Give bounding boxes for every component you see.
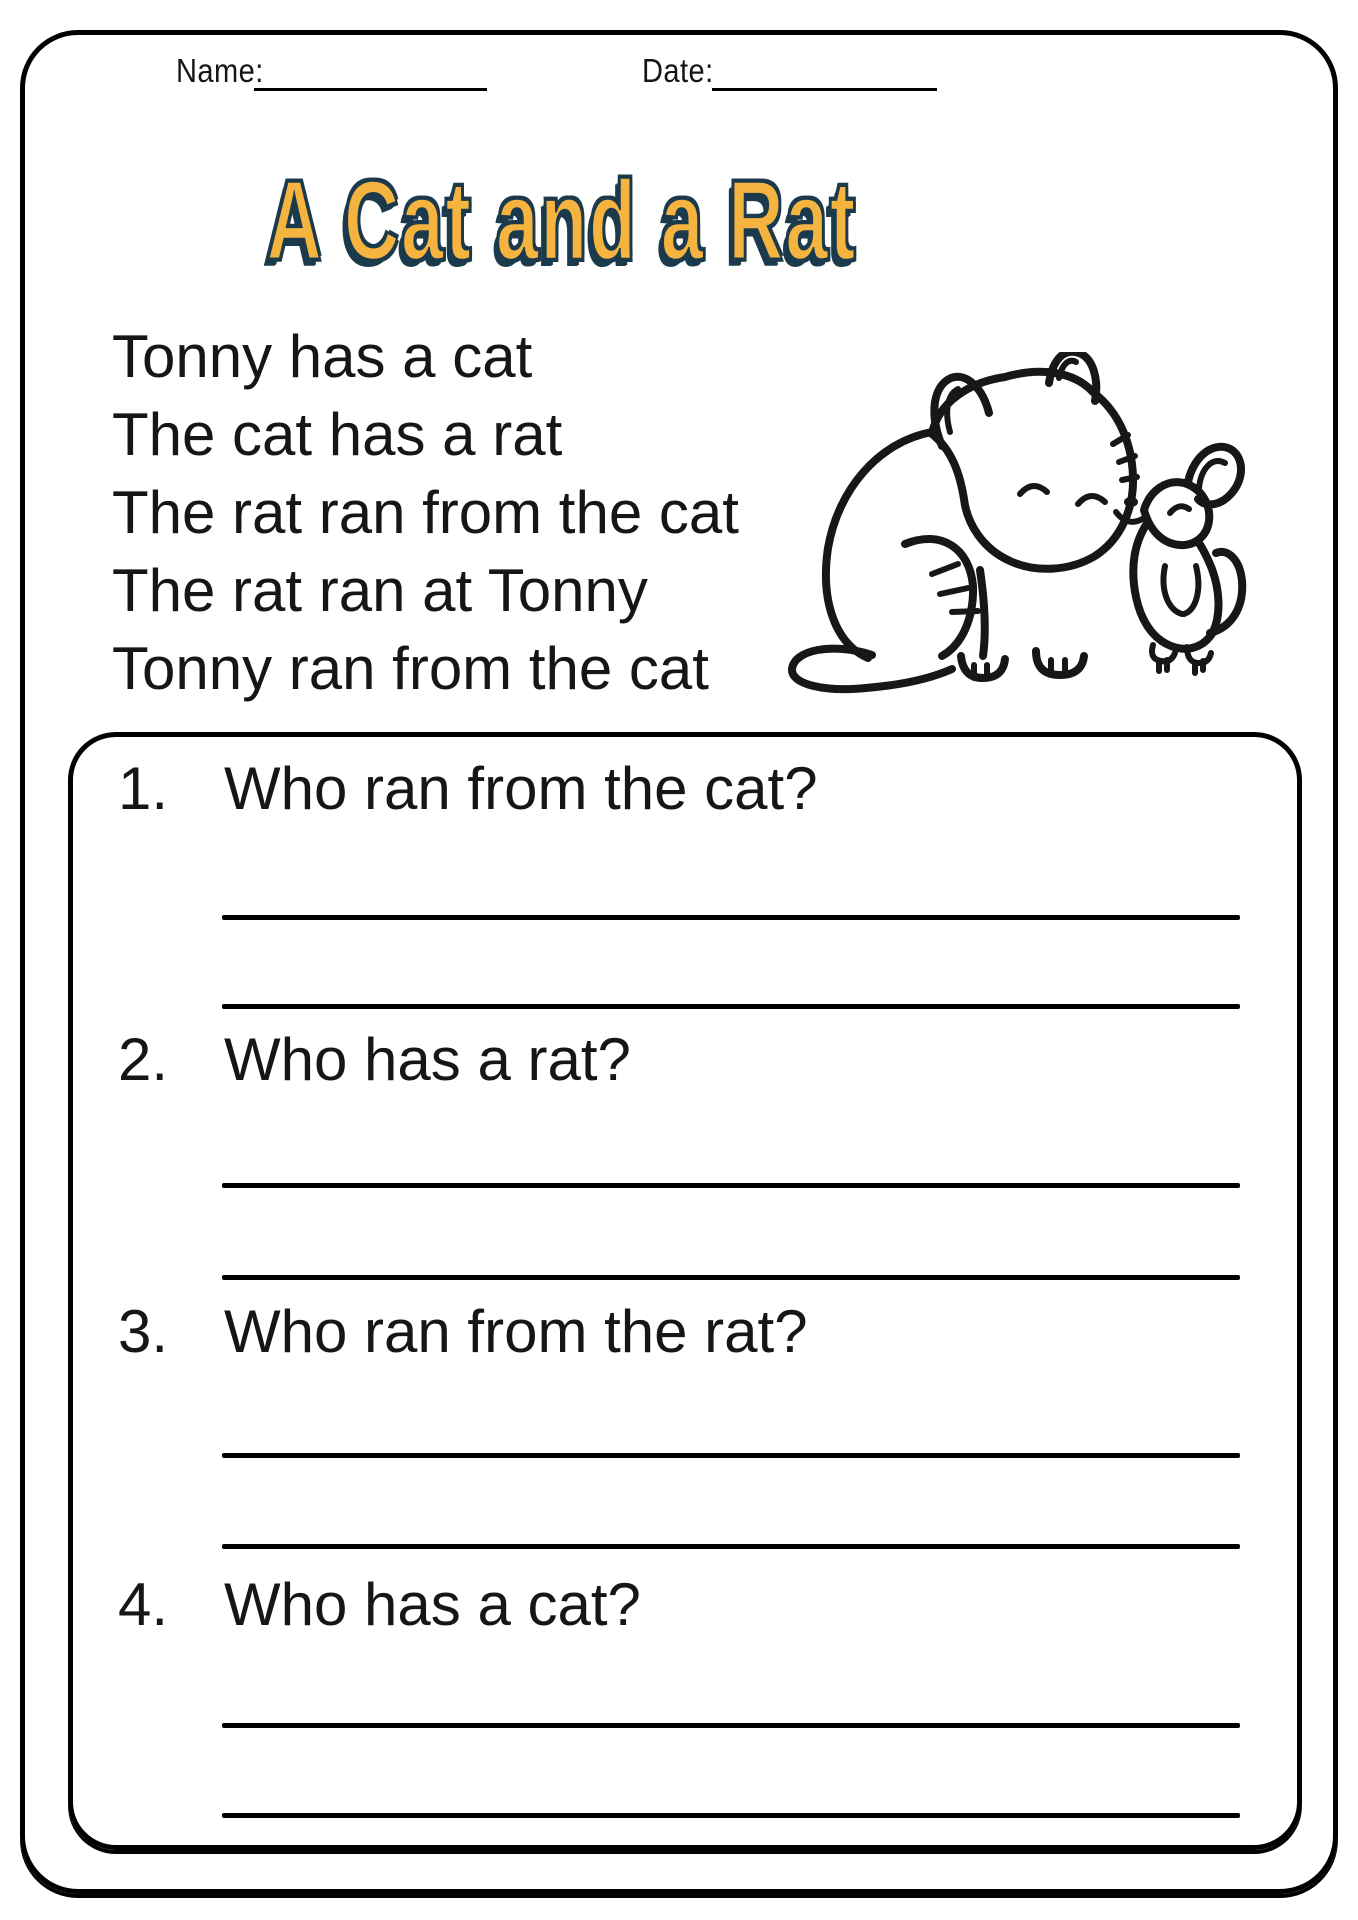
story-line: The cat has a rat [112,401,563,468]
name-write-line[interactable] [254,88,487,91]
question-2-answer-line-1[interactable] [222,1183,1240,1188]
questions-box [68,732,1302,1850]
question-2-number: 2. [118,1026,169,1093]
question-2-answer-line-2[interactable] [222,1275,1240,1280]
question-4-number: 4. [118,1571,169,1638]
question-1-answer-line-1[interactable] [222,915,1240,920]
story-line: The rat ran from the cat [112,479,739,546]
page-title: A Cat and a Rat [266,158,858,283]
story-text [112,318,739,708]
question-1-text: Who ran from the cat? [224,755,818,822]
name-label: Name: [176,52,264,89]
question-3-answer-line-2[interactable] [222,1544,1240,1549]
question-2-text: Who has a rat? [224,1026,631,1093]
question-1-number: 1. [118,755,169,822]
question-3-answer-line-1[interactable] [222,1453,1240,1458]
question-4-answer-line-1[interactable] [222,1723,1240,1728]
story-line: The rat ran at Tonny [112,557,648,624]
question-1-answer-line-2[interactable] [222,1004,1240,1009]
date-write-line[interactable] [712,88,937,91]
question-4-answer-line-2[interactable] [222,1813,1240,1818]
cat-and-rat-illustration [780,352,1248,694]
story-line: Tonny ran from the cat [112,635,709,702]
question-4-text: Who has a cat? [224,1571,641,1638]
date-label: Date: [642,52,714,89]
story-line: Tonny has a cat [112,323,533,390]
question-3-number: 3. [118,1298,169,1365]
question-3-text: Who ran from the rat? [224,1298,808,1365]
